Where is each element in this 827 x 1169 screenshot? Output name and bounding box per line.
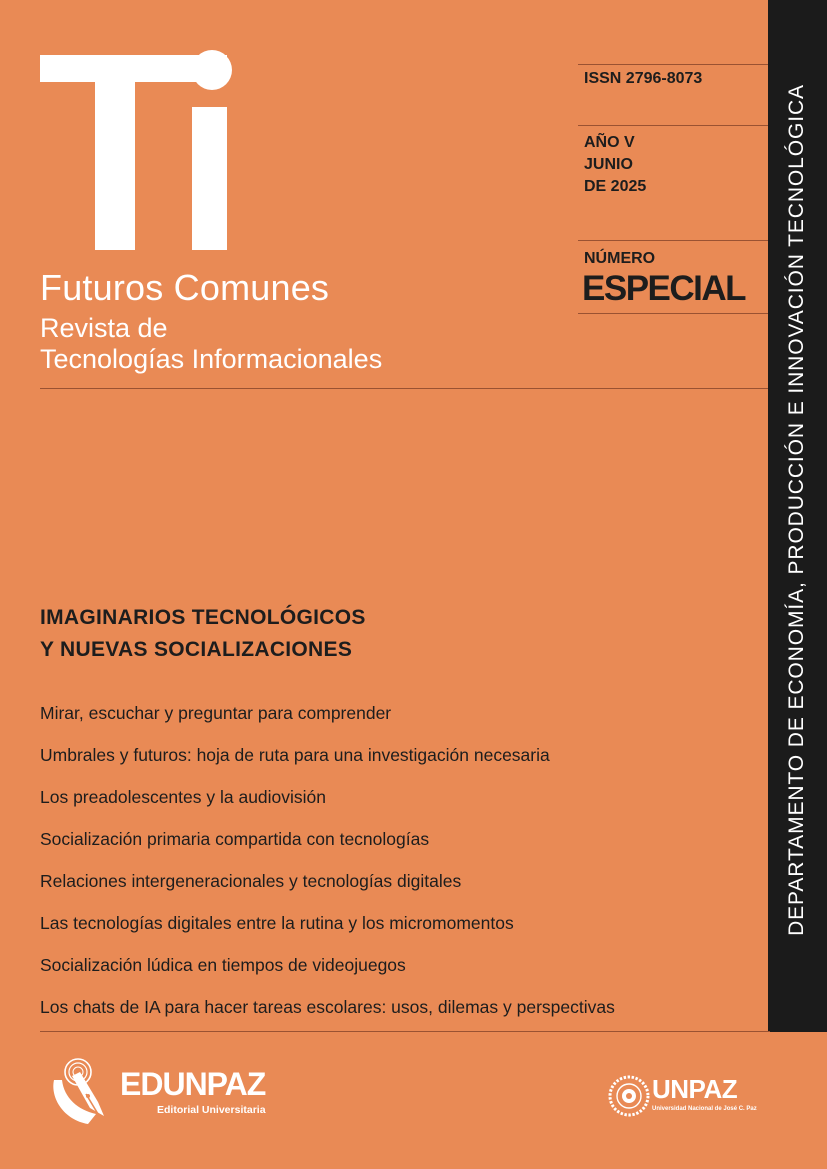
article-title: Las tecnologías digitales entre la rutina y los micromomentos <box>40 913 514 933</box>
journal-subtitle <box>40 313 382 375</box>
dossier-title <box>40 602 366 666</box>
info-divider-1 <box>578 64 768 65</box>
article-title: Socialización lúdica en tiempos de videojuegos <box>40 955 406 975</box>
edunpaz-name: EDUNPAZ <box>120 1066 266 1102</box>
article-title: Socialización primaria compartida con tecnologías <box>40 829 430 849</box>
info-divider-4 <box>578 313 768 314</box>
department-text: DEPARTAMENTO DE ECONOMÍA, PRODUCCIÓN E INNOVACIÓN TECNOLÓGICA <box>785 84 808 936</box>
journal-title: Futuros Comunes <box>40 267 330 308</box>
logo-i-stem <box>192 107 227 250</box>
edunpaz-subtitle: Editorial Universitaria <box>157 1104 266 1116</box>
issue-year: AÑO V <box>584 134 635 151</box>
divider-bottom <box>40 1031 770 1032</box>
dossier-line-2: Y NUEVAS SOCIALIZACIONES <box>40 638 353 661</box>
issue-month: JUNIO <box>584 156 633 173</box>
subtitle-line-2: Tecnologías Informacionales <box>40 344 383 374</box>
dossier-line-1: IMAGINARIOS TECNOLÓGICOS <box>40 606 366 629</box>
article-title: Los preadolescentes y la audiovisión <box>40 787 327 807</box>
article-title: Umbrales y futuros: hoja de ruta para una investigación necesaria <box>40 745 550 765</box>
logo-i-dot <box>192 50 232 90</box>
issue-date <box>584 132 646 198</box>
article-title: Mirar, escuchar y preguntar para comprender <box>40 703 392 723</box>
numero-label: NÚMERO <box>584 250 656 267</box>
info-divider-3 <box>578 240 768 241</box>
article-title: Relaciones intergeneracionales y tecnologías digitales <box>40 871 462 891</box>
article-title: Los chats de IA para hacer tareas escolares: usos, dilemas y perspectivas <box>40 997 615 1017</box>
unpaz-name: UNPAZ <box>652 1074 738 1104</box>
issn: ISSN 2796-8073 <box>584 70 703 87</box>
university-seal-icon <box>608 1075 650 1117</box>
logo-t-stem <box>95 55 135 250</box>
info-divider-2 <box>578 125 768 126</box>
issue-date-year: DE 2025 <box>584 178 647 195</box>
divider-top <box>40 388 770 389</box>
unpaz-subtitle: Universidad Nacional de José C. Paz <box>652 1106 757 1112</box>
especial-label: ESPECIAL <box>582 269 746 308</box>
subtitle-line-1: Revista de <box>40 313 168 343</box>
